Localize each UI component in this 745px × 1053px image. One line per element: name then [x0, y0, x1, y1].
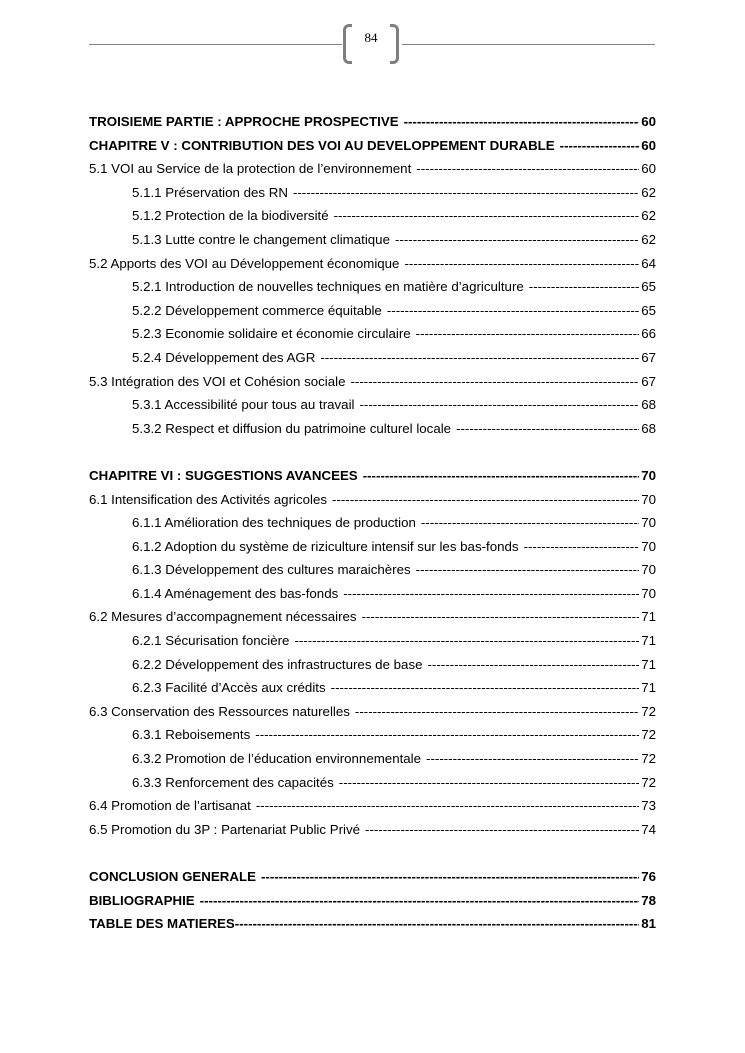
toc-leader	[363, 464, 640, 488]
toc-entry-chapter[interactable]	[89, 464, 656, 488]
toc-entry-subsection[interactable]	[89, 535, 656, 559]
toc-entry-page: 62	[641, 231, 656, 247]
toc-entry-title: 5.1.3 Lutte contre le changement climatique	[132, 231, 390, 247]
toc-leader	[428, 653, 640, 677]
toc-entry-section[interactable]	[89, 700, 656, 724]
toc-entry-page: 70	[641, 515, 656, 531]
toc-entry-page: 60	[641, 137, 656, 153]
page-number: 84	[364, 30, 378, 45]
toc-entry-section[interactable]	[89, 488, 656, 512]
toc-leader	[343, 582, 639, 606]
toc-entry-part[interactable]	[89, 110, 656, 134]
toc-entry-page: 65	[641, 302, 656, 318]
toc-leader	[359, 393, 639, 417]
toc-entry-title: CHAPITRE VI : SUGGESTIONS AVANCEES	[89, 467, 358, 483]
toc-entry-title: 5.1.1 Préservation des RN	[132, 184, 288, 200]
toc-entry-page: 68	[641, 397, 656, 413]
toc-entry-subsection[interactable]	[89, 653, 656, 677]
toc-entry-title: CONCLUSION GENERALE	[89, 869, 256, 884]
toc-entry-title: 5.2.2 Développement commerce équitable	[132, 302, 382, 318]
page-number-bracket-right	[390, 24, 399, 64]
toc-entry-page: 76	[641, 869, 656, 884]
toc-entry-title: 6.2 Mesures d’accompagnement nécessaires	[89, 609, 357, 625]
toc-entry-page: 70	[641, 467, 656, 483]
toc-leader	[362, 605, 640, 629]
toc-entry-page: 64	[641, 255, 656, 271]
toc-entry-subsection[interactable]	[89, 582, 656, 606]
toc-entry-page: 72	[641, 703, 656, 719]
toc-leader	[416, 558, 640, 582]
toc-entry-subsection[interactable]	[89, 558, 656, 582]
toc-entry-section[interactable]	[89, 794, 656, 818]
toc-entry-title: 6.2.1 Sécurisation foncière	[132, 633, 290, 649]
toc-leader	[339, 771, 639, 795]
toc-entry-subsection[interactable]	[89, 346, 656, 370]
toc-entry-page: 60	[641, 114, 656, 129]
toc-entry-section[interactable]	[89, 370, 656, 394]
toc-entry-title: TABLE DES MATIERES	[89, 916, 235, 932]
toc-leader	[235, 912, 639, 936]
toc-entry-page: 70	[641, 538, 656, 554]
toc-entry-page: 74	[641, 821, 656, 837]
toc-leader	[387, 299, 639, 323]
toc-entry-subsection[interactable]	[89, 275, 656, 299]
spacer	[89, 440, 656, 464]
toc-entry-subsection[interactable]	[89, 676, 656, 700]
toc-entry-title: TROISIEME PARTIE : APPROCHE PROSPECTIVE	[89, 114, 399, 129]
toc-entry-title: 5.3.1 Accessibilité pour tous au travail	[132, 397, 355, 413]
toc-entry-subsection[interactable]	[89, 723, 656, 747]
toc-entry-subsection[interactable]	[89, 299, 656, 323]
toc-leader	[426, 747, 639, 771]
toc-entry-page: 78	[641, 892, 656, 908]
toc-entry-title: 6.1.2 Adoption du système de riziculture intensif sur les bas-fonds	[132, 538, 519, 554]
toc-entry-title: 6.2.2 Développement des infrastructures de base	[132, 656, 423, 672]
toc-entry-chapter[interactable]	[89, 134, 656, 158]
toc-leader	[560, 134, 640, 158]
toc-entry-title: 6.3.1 Reboisements	[132, 727, 251, 743]
spacer	[89, 841, 656, 865]
toc-entry-page: 67	[641, 349, 656, 365]
toc-entry-title: CHAPITRE V : CONTRIBUTION DES VOI AU DEVELOPPEMENT DURABLE	[89, 137, 555, 153]
toc-entry-page: 71	[641, 656, 656, 672]
toc-entry-subsection[interactable]	[89, 747, 656, 771]
table-of-contents	[89, 110, 656, 936]
toc-leader	[332, 488, 639, 512]
toc-entry-title: 5.3 Intégration des VOI et Cohésion sociale	[89, 373, 346, 389]
toc-leader	[355, 700, 639, 724]
toc-leader	[529, 275, 639, 299]
toc-leader	[404, 252, 639, 276]
toc-leader	[200, 889, 640, 913]
toc-entry-title: 6.5 Promotion du 3P : Partenariat Public Privé	[89, 821, 361, 837]
toc-entry-section[interactable]	[89, 252, 656, 276]
toc-entry-page: 62	[641, 184, 656, 200]
toc-entry-subsection[interactable]	[89, 629, 656, 653]
toc-leader	[416, 322, 640, 346]
toc-entry-title: 5.3.2 Respect et diffusion du patrimoine culturel locale	[132, 420, 452, 436]
toc-entry-table-des-matieres[interactable]	[89, 912, 656, 936]
toc-entry-subsection[interactable]	[89, 228, 656, 252]
page-number-bracket-left	[343, 24, 352, 64]
toc-entry-page: 60	[641, 161, 656, 177]
toc-entry-subsection[interactable]	[89, 322, 656, 346]
toc-leader	[255, 723, 639, 747]
toc-leader	[320, 346, 639, 370]
toc-entry-page: 72	[641, 727, 656, 743]
toc-entry-section[interactable]	[89, 157, 656, 181]
toc-entry-title: 5.2.3 Economie solidaire et économie circulaire	[132, 326, 411, 342]
toc-entry-title: 6.1.3 Développement des cultures maraichères	[132, 562, 411, 578]
toc-leader	[334, 204, 640, 228]
toc-entry-title: 6.2.3 Facilité d’Accès aux crédits	[132, 680, 326, 696]
toc-entry-title: 6.1.4 Aménagement des bas-fonds	[132, 585, 339, 601]
header-rule-right	[402, 44, 655, 45]
toc-leader	[456, 417, 639, 441]
toc-leader	[416, 157, 639, 181]
toc-entry-title: 6.3.3 Renforcement des capacités	[132, 774, 334, 790]
toc-entry-page: 62	[641, 208, 656, 224]
toc-entry-page: 81	[641, 916, 656, 932]
toc-entry-title: 5.1.2 Protection de la biodiversité	[132, 208, 329, 224]
toc-entry-title: 6.3.2 Promotion de l’éducation environnementale	[132, 751, 422, 767]
toc-leader	[331, 676, 640, 700]
toc-entry-page: 68	[641, 420, 656, 436]
toc-entry-page: 73	[641, 798, 656, 814]
toc-entry-page: 72	[641, 751, 656, 767]
toc-entry-subsection[interactable]	[89, 511, 656, 535]
toc-entry-subsection[interactable]	[89, 181, 656, 205]
header-rule-left	[89, 44, 342, 45]
toc-entry-subsection[interactable]	[89, 417, 656, 441]
toc-entry-title: 5.2 Apports des VOI au Développement économique	[89, 255, 400, 271]
toc-leader	[293, 181, 639, 205]
toc-leader	[261, 865, 639, 889]
toc-entry-page: 67	[641, 373, 656, 389]
toc-entry-title: 6.1.1 Amélioration des techniques de production	[132, 515, 416, 531]
toc-entry-page: 72	[641, 774, 656, 790]
toc-leader	[395, 228, 639, 252]
toc-entry-page: 70	[641, 562, 656, 578]
toc-entry-page: 71	[641, 680, 656, 696]
toc-entry-section[interactable]	[89, 605, 656, 629]
toc-leader	[404, 110, 640, 134]
toc-entry-title: 6.3 Conservation des Ressources naturelles	[89, 703, 350, 719]
toc-entry-title: 6.1 Intensification des Activités agricoles	[89, 491, 327, 507]
toc-entry-section[interactable]	[89, 818, 656, 842]
toc-entry-title: BIBLIOGRAPHIE	[89, 892, 195, 908]
toc-entry-page: 65	[641, 279, 656, 295]
toc-entry-page: 66	[641, 326, 656, 342]
toc-leader	[351, 370, 640, 394]
toc-entry-bibliographie[interactable]	[89, 889, 656, 913]
toc-entry-title: 5.2.1 Introduction de nouvelles techniques en matière d’agriculture	[132, 279, 524, 295]
toc-entry-subsection[interactable]	[89, 204, 656, 228]
toc-entry-title: 5.2.4 Développement des AGR	[132, 349, 316, 365]
toc-entry-conclusion[interactable]	[89, 865, 656, 889]
toc-entry-page: 71	[641, 633, 656, 649]
toc-entry-page: 70	[641, 585, 656, 601]
toc-leader	[365, 818, 639, 842]
toc-leader	[421, 511, 639, 535]
toc-entry-page: 71	[641, 609, 656, 625]
toc-entry-page: 70	[641, 491, 656, 507]
toc-entry-title: 6.4 Promotion de l’artisanat	[89, 798, 251, 814]
toc-leader	[256, 794, 639, 818]
toc-leader	[294, 629, 639, 653]
toc-entry-title: 5.1 VOI au Service de la protection de l’environnement	[89, 161, 412, 177]
toc-leader	[524, 535, 640, 559]
toc-entry-subsection[interactable]	[89, 771, 656, 795]
toc-entry-subsection[interactable]	[89, 393, 656, 417]
